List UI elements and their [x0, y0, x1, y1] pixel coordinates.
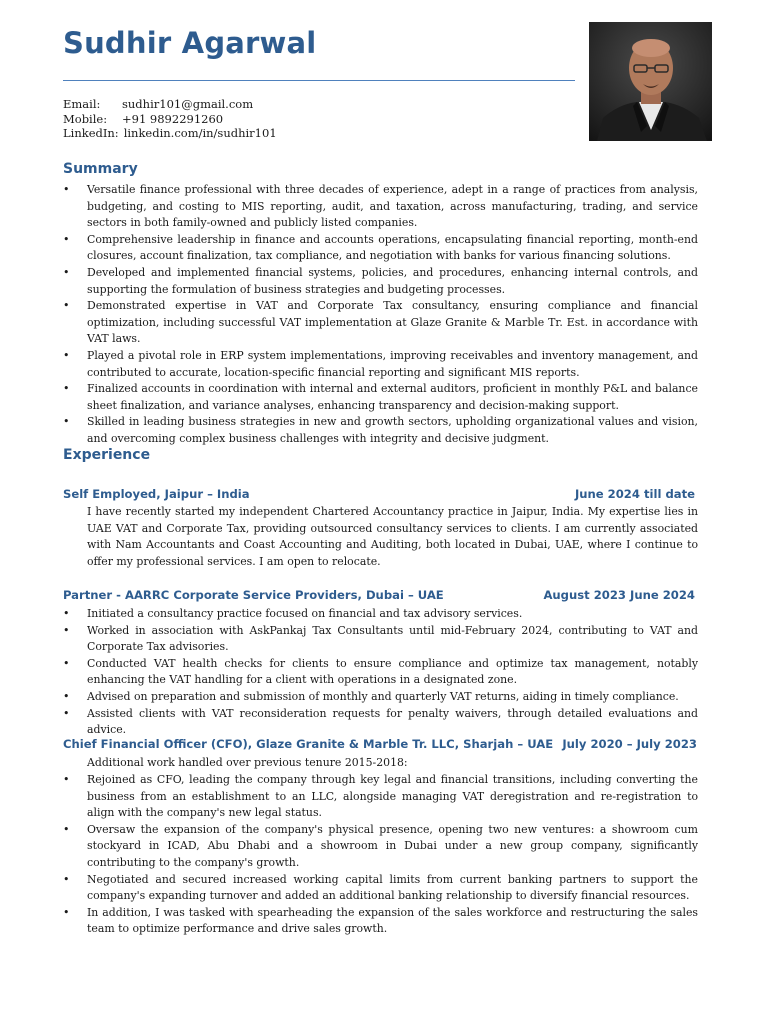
list-item: • Developed and implemented financial systems, policies, and procedures, enhancing internal controls, and supporting the formulation of business strategies and budgeting processes. — [63, 265, 698, 298]
list-item: • Worked in association with AskPankaj Tax Consultants until mid-February 2024, contributing to VAT and Corporate Tax advisories. — [63, 623, 698, 656]
job-heading-cfo — [63, 737, 697, 751]
name-divider — [63, 80, 575, 81]
job-date: July 2020 – July 2023 — [562, 737, 697, 751]
summary-list — [63, 182, 698, 448]
job-heading-self-employed — [63, 487, 695, 501]
portrait-photo — [589, 22, 712, 141]
list-item: • Oversaw the expansion of the company's physical presence, opening two new ventures: a showroom cum stockyard in ICAD, Abu Dhabi and a showroom in Dubai under a new group company, significantly contributing to the company's growth. — [63, 822, 698, 872]
list-item: • Played a pivotal role in ERP system implementations, improving receivables and inventory management, and contributed to accurate, location-specific financial reporting and significant MIS reports. — [63, 348, 698, 381]
list-item: • Conducted VAT health checks for clients to ensure compliance and optimize tax management, notably enhancing the VAT handling for a client with operations in a designated zone. — [63, 656, 698, 689]
list-item: • Comprehensive leadership in finance and accounts operations, encapsulating financial reporting, month-end closures, account finalization, tax compliance, and negotiation with banks for various financing solutions. — [63, 232, 698, 265]
list-item: • Negotiated and secured increased working capital limits from current banking partners to support the company's expanding turnover and added an additional banking relationship to diversify financial resources. — [63, 872, 698, 905]
contact-block — [63, 97, 277, 141]
portrait-icon — [589, 22, 712, 141]
list-item: • Versatile finance professional with three decades of experience, adept in a range of practices from analysis, budgeting, and costing to MIS reporting, audit, and taxation, across manufacturing, trading, and service sectors in both family-owned and publicly listed companies. — [63, 182, 698, 232]
candidate-name: Sudhir Agarwal — [63, 26, 317, 60]
job-date: June 2024 till date — [574, 487, 695, 501]
summary-heading: Summary — [63, 161, 138, 177]
job-description: I have recently started my independent Chartered Accountancy practice in Jaipur, India. My expertise lies in UAE VAT and Corporate Tax, providing outsourced consultancy services to clients. I am currently associated with Nam Accountants and Coast Accounting and Auditing, both located in Dubai, UAE, where I continue to offer my professional services. I am open to relocate. — [87, 505, 698, 568]
list-item: • Skilled in leading business strategies in new and growth sectors, upholding organizational values and vision, and overcoming complex business challenges with integrity and decisive judgment. — [63, 414, 698, 447]
list-item: • Initiated a consultancy practice focused on financial and tax advisory services. — [63, 606, 698, 623]
cfo-duties-list — [63, 772, 698, 938]
linkedin-label: LinkedIn: — [63, 126, 119, 140]
list-item: • Advised on preparation and submission of monthly and quarterly VAT returns, aiding in timely compliance. — [63, 689, 698, 706]
mobile-value[interactable]: +91 9892291260 — [122, 111, 224, 126]
list-item: • Assisted clients with VAT reconsideration requests for penalty waivers, through detailed evaluations and advice. — [63, 706, 698, 739]
list-item: • In addition, I was tasked with spearheading the expansion of the sales workforce and restructuring the sales team to optimize performance and drive sales growth. — [63, 905, 698, 938]
job-role: Partner - AARRC Corporate Service Providers, Dubai – UAE — [63, 588, 444, 602]
linkedin-row — [63, 126, 277, 141]
job-date: August 2023 June 2024 — [543, 588, 695, 602]
linkedin-value[interactable]: linkedin.com/in/sudhir101 — [123, 126, 277, 140]
list-item: • Rejoined as CFO, leading the company through key legal and financial transitions, including converting the business from an establishment to an LLC, alongside managing VAT deregistration and re-registration to align with the company's new legal status. — [63, 772, 698, 822]
list-item: • Demonstrated expertise in VAT and Corporate Tax consultancy, ensuring compliance and financial optimization, including successful VAT implementation at Glaze Granite & Marble Tr. Est. in accordance with VAT laws. — [63, 298, 698, 348]
experience-heading: Experience — [63, 447, 151, 463]
mobile-label: Mobile: — [63, 111, 108, 126]
job-role: Self Employed, Jaipur – India — [63, 487, 250, 501]
list-item: • Finalized accounts in coordination with internal and external auditors, proficient in monthly P&L and balance sheet finalization, and variance analyses, enhancing transparency and decision-making support. — [63, 381, 698, 414]
email-value[interactable]: sudhir101@gmail.com — [122, 97, 254, 111]
job-heading-partner — [63, 588, 695, 602]
mobile-row — [63, 112, 277, 127]
email-row — [63, 97, 277, 112]
partner-duties-list — [63, 606, 698, 739]
cfo-intro: Additional work handled over previous tenure 2015-2018: — [87, 756, 408, 769]
email-label: Email: — [63, 97, 101, 111]
job-role: Chief Financial Officer (CFO), Glaze Granite & Marble Tr. LLC, Sharjah – UAE — [63, 737, 554, 751]
